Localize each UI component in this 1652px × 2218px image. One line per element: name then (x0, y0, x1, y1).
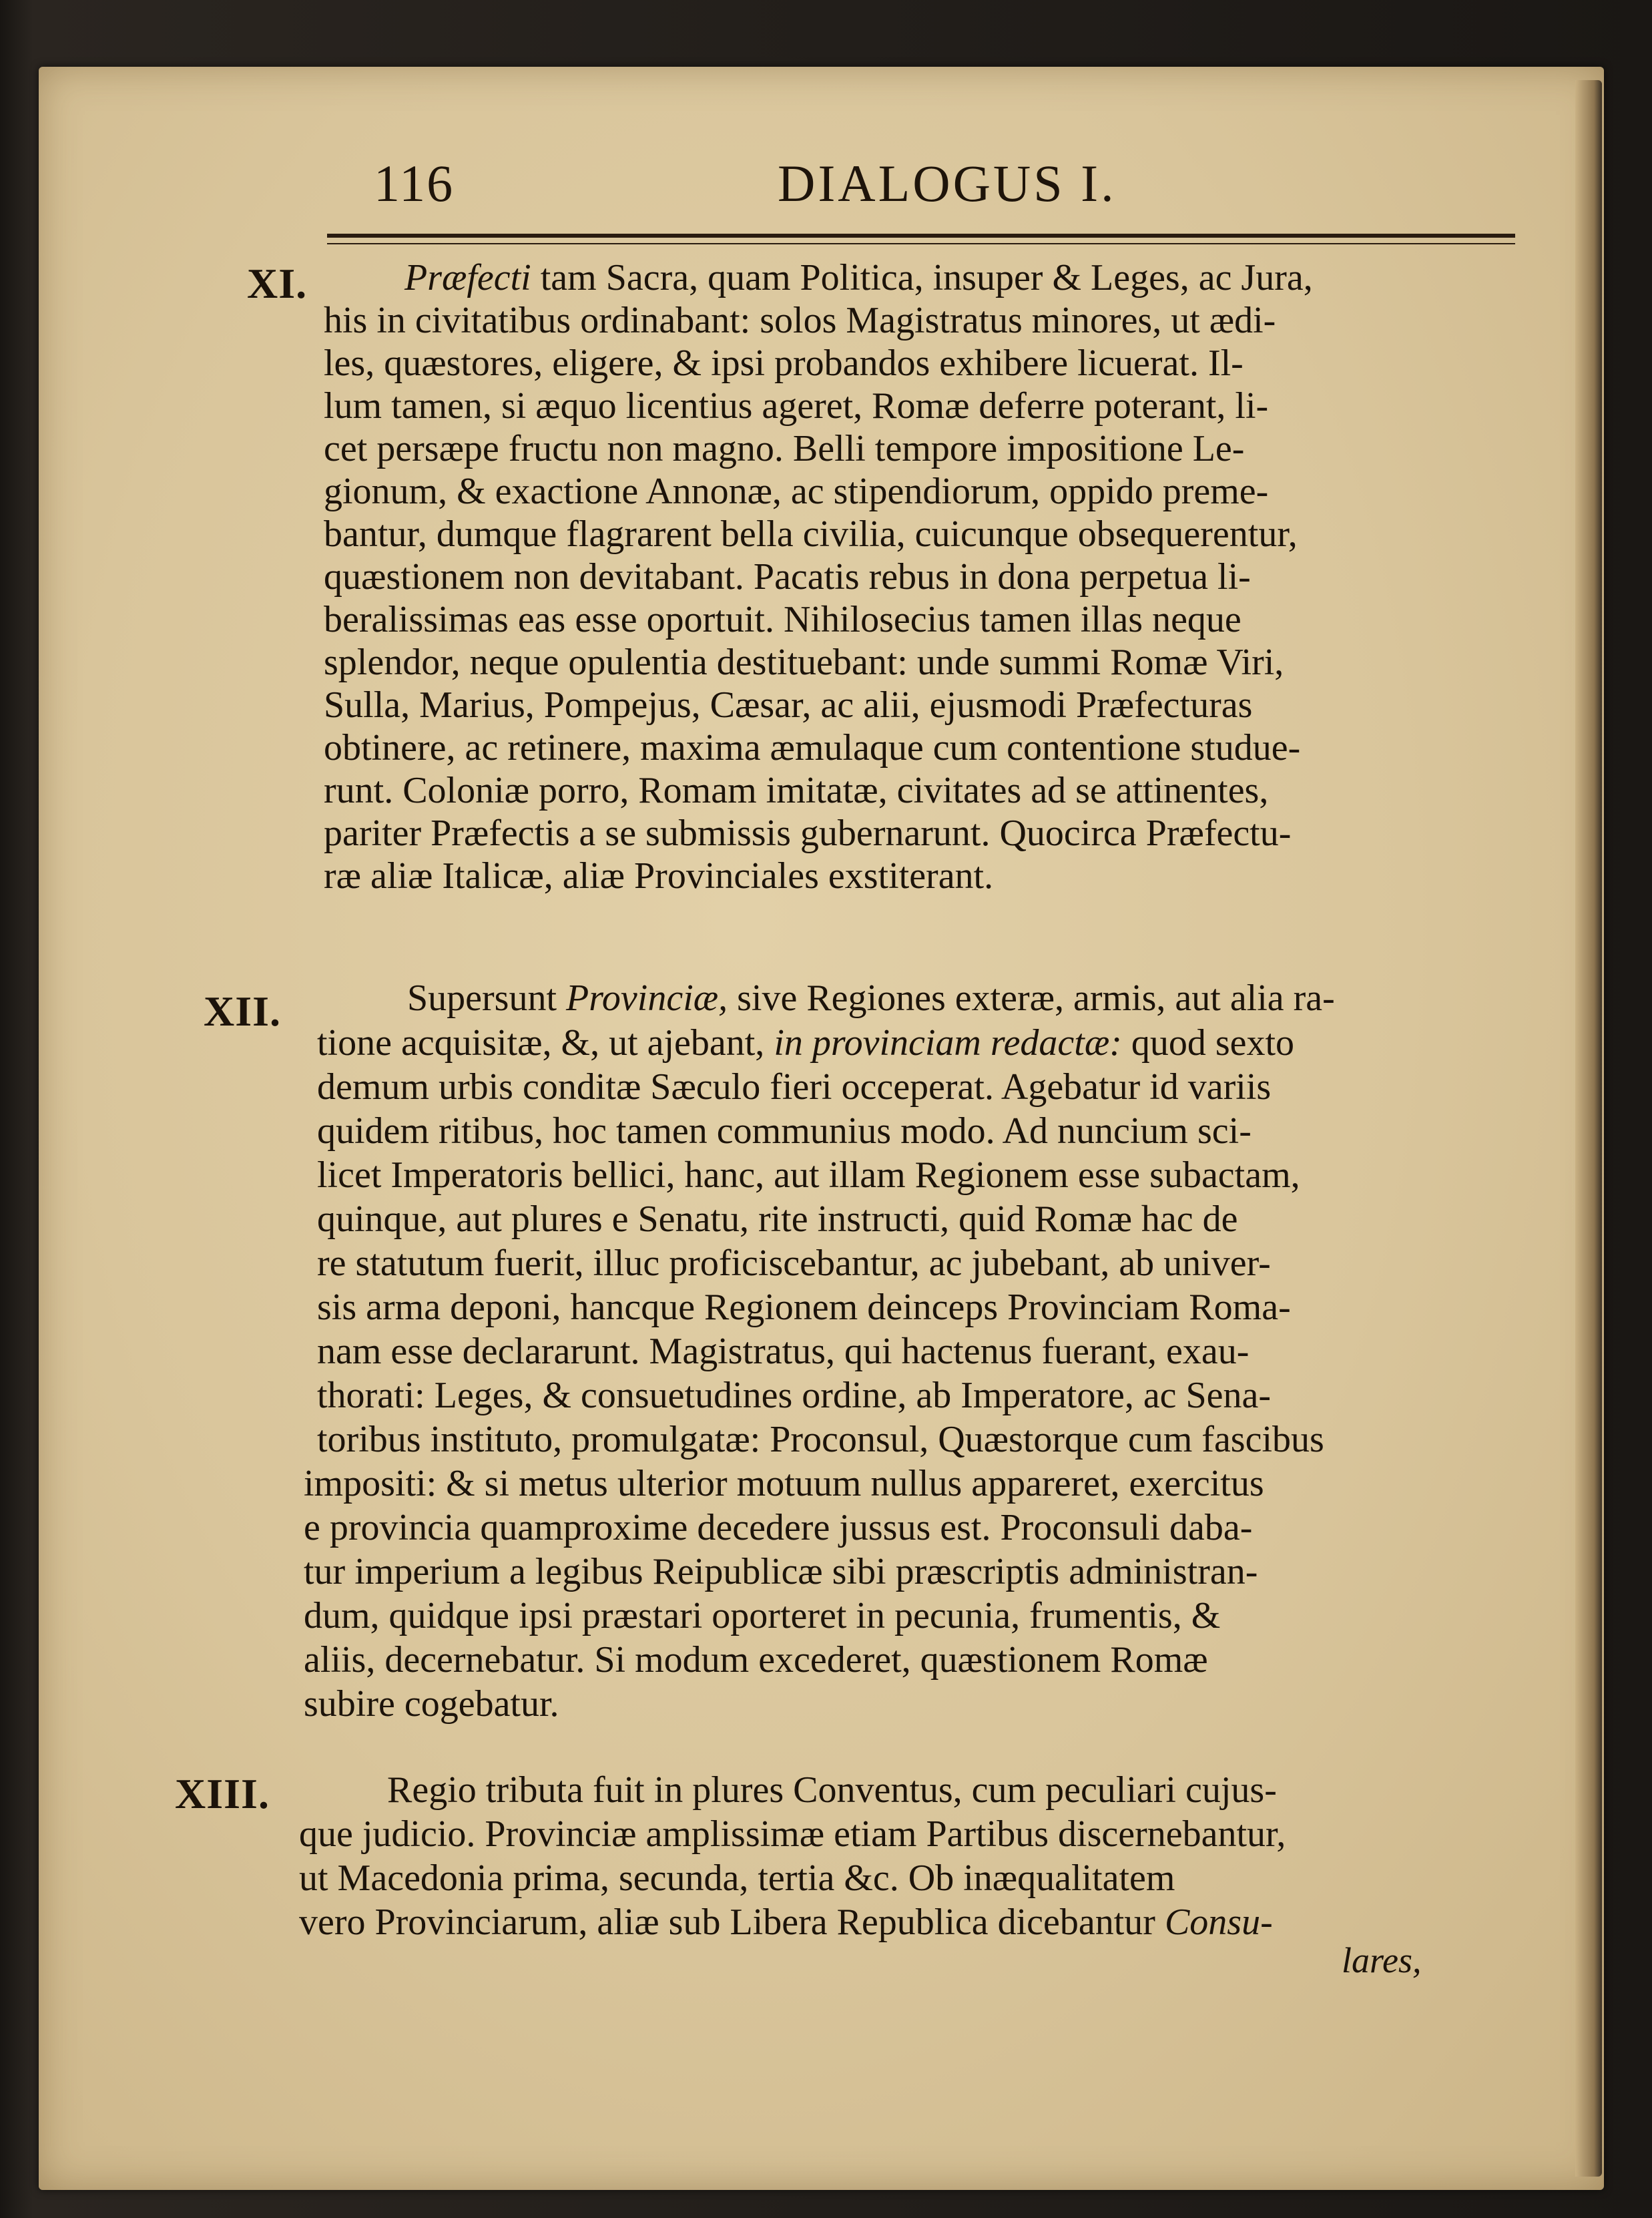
line-text: vero Provinciarum, aliæ sub Libera Republica dicebantur (299, 1902, 1165, 1943)
text-line: sis arma deponi, hancque Regionem deinceps Provinciam Roma- (317, 1287, 1291, 1328)
section-number: XII. (204, 987, 282, 1035)
text-line: beralissimas eas esse oportuit. Nihilosecius tamen illas neque (324, 599, 1242, 640)
header-rule (327, 234, 1515, 244)
text-line (317, 1022, 1294, 1064)
text-line: lum tamen, si æquo licentius ageret, Romæ deferre poterant, li- (324, 385, 1269, 427)
text-line: thorati: Leges, & consuetudines ordine, ab Imperatore, ac Sena- (317, 1375, 1272, 1416)
line-text: quod sexto (1121, 1022, 1295, 1064)
catchword: lares, (1342, 1940, 1422, 1980)
text-line: quinque, aut plures e Senatu, rite instructi, quid Romæ hac de (317, 1198, 1238, 1240)
text-line: demum urbis conditæ Sæculo fieri occeperat. Agebatur id variis (317, 1066, 1272, 1108)
page-edge (1575, 80, 1602, 2177)
italic-term: Præfecti (404, 257, 531, 298)
line-text: Supersunt (407, 977, 566, 1019)
text-line: pariter Præfectis a se submissis gubernarunt. Quocirca Præfectu- (324, 813, 1292, 854)
running-head: DIALOGUS I. (778, 154, 1117, 212)
text-line: que judicio. Provinciæ amplissimæ etiam Partibus discernebantur, (299, 1813, 1286, 1855)
text-line: quidem ritibus, hoc tamen communius modo. Ad nuncium sci- (317, 1110, 1252, 1152)
page-header (0, 154, 1652, 227)
text-line: nam esse declararunt. Magistratus, qui hactenus fuerant, exau- (317, 1331, 1250, 1372)
text-line: subire cogebatur. (304, 1683, 559, 1725)
line-text: sive Regiones exteræ, armis, aut alia ra- (728, 977, 1335, 1019)
line-text: tam Sacra, quam Politica, insuper & Leges, ac Jura, (531, 257, 1313, 298)
text-line: cet persæpe fructu non magno. Belli tempore impositione Le- (324, 428, 1245, 469)
text-line: re statutum fuerit, illuc proficiscebantur, ac jubebant, ab univer- (317, 1243, 1271, 1284)
italic-term: in provinciam redactæ: (774, 1022, 1122, 1064)
text-line: licet Imperatoris bellici, hanc, aut illam Regionem esse subactam, (317, 1154, 1300, 1196)
text-line: toribus instituto, promulgatæ: Proconsul, Quæstorque cum fascibus (317, 1419, 1324, 1460)
text-line (404, 257, 1313, 298)
text-line: splendor, neque opulentia destituebant: unde summi Romæ Viri, (324, 642, 1284, 683)
text-line: e provincia quamproxime decedere jussus est. Proconsuli daba- (304, 1507, 1253, 1548)
text-line: ut Macedonia prima, secunda, tertia &c. Ob inæqualitatem (299, 1857, 1175, 1899)
text-line: tur imperium a legibus Reipublicæ sibi præscriptis administran- (304, 1551, 1258, 1592)
text-line: ræ aliæ Italicæ, aliæ Provinciales exstiterant. (324, 855, 994, 897)
text-line: his in civitatibus ordinabant: solos Magistratus minores, ut ædi- (324, 300, 1276, 341)
text-line: obtinere, ac retinere, maxima æmulaque cum contentione studue- (324, 727, 1301, 768)
page-number: 116 (374, 154, 455, 212)
italic-term: Provinciæ, (566, 977, 728, 1019)
text-line: aliis, decernebatur. Si modum excederet, quæstionem Romæ (304, 1639, 1208, 1681)
text-line: bantur, dumque flagrarent bella civilia, cuicunque obsequerentur, (324, 513, 1298, 555)
text-line: runt. Coloniæ porro, Romam imitatæ, civitates ad se attinentes, (324, 770, 1269, 811)
section-number: XI. (247, 260, 308, 307)
text-line: Sulla, Marius, Pompejus, Cæsar, ac alii, ejusmodi Præfecturas (324, 684, 1253, 726)
text-line: Regio tributa fuit in plures Conventus, cum peculiari cujus- (387, 1769, 1277, 1811)
text-line: dum, quidque ipsi præstari oporteret in pecunia, frumentis, & (304, 1595, 1221, 1636)
italic-term: Consu- (1164, 1902, 1273, 1943)
section-number: XIII. (175, 1770, 270, 1817)
text-line: quæstionem non devitabant. Pacatis rebus in dona perpetua li- (324, 556, 1251, 598)
text-line: gionum, & exactione Annonæ, ac stipendiorum, oppido preme- (324, 471, 1269, 512)
line-text: tione acquisitæ, &, ut ajebant, (317, 1022, 774, 1064)
text-line (299, 1902, 1273, 1943)
text-line (407, 977, 1335, 1019)
text-line: impositi: & si metus ulterior motuum nullus appareret, exercitus (304, 1463, 1264, 1504)
text-line: les, quæstores, eligere, & ipsi probandos exhibere licuerat. Il- (324, 343, 1244, 384)
